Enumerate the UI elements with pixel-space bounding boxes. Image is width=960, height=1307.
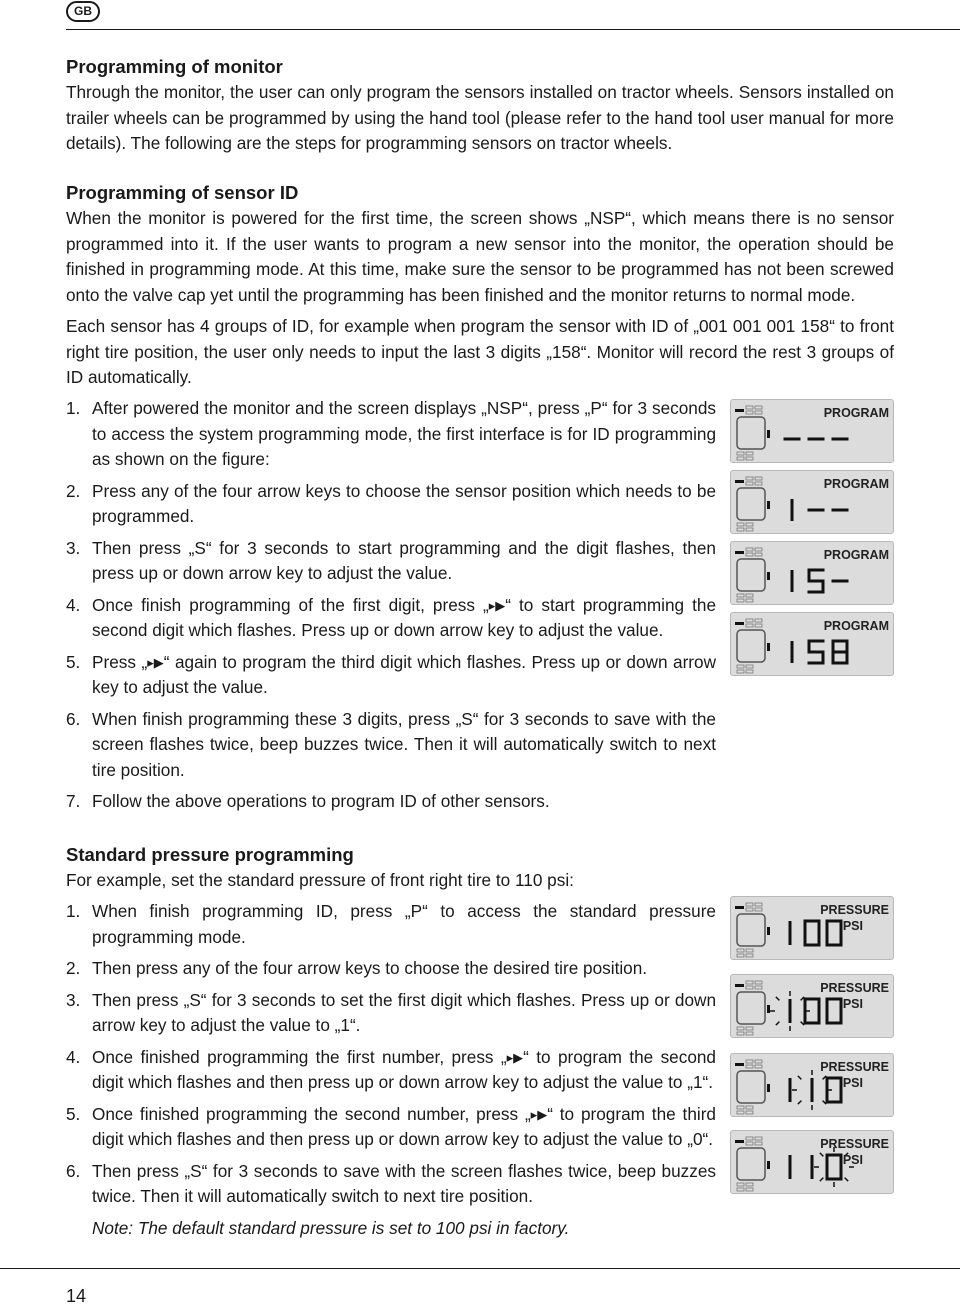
lcd-indicator bbox=[746, 1106, 753, 1109]
lcd-indicator bbox=[746, 548, 753, 551]
lcd-pressure-display: PRESSURE PSI bbox=[730, 1053, 894, 1117]
lcd-indicator bbox=[737, 1032, 744, 1035]
lcd-indicator bbox=[737, 1183, 744, 1186]
page-number: 14 bbox=[66, 1286, 87, 1306]
lcd-indicator bbox=[755, 624, 762, 627]
lcd-indicator bbox=[746, 599, 753, 602]
lcd-indicator bbox=[746, 482, 753, 485]
lcd-indicator bbox=[755, 1142, 762, 1145]
pressure-steps bbox=[66, 899, 716, 1241]
heading-standard-pressure: Standard pressure programming bbox=[66, 844, 354, 865]
lcd-indicator bbox=[755, 986, 762, 989]
truck-outline-icon bbox=[737, 488, 765, 520]
lcd-indicator bbox=[735, 906, 744, 909]
section-sensor-id bbox=[66, 180, 894, 391]
lcd-indicator bbox=[746, 986, 753, 989]
lcd-indicator bbox=[746, 908, 753, 911]
truck-outline-icon bbox=[737, 1148, 765, 1180]
lcd-pressure-display: PRESSURE PSI bbox=[730, 974, 894, 1038]
factory-note: Note: The default standard pressure is set to 100 psi in factory. bbox=[92, 1217, 570, 1238]
lcd-indicator bbox=[746, 1065, 753, 1068]
lcd-indicator bbox=[755, 553, 762, 556]
lcd-indicator bbox=[746, 619, 753, 622]
lcd-indicator bbox=[746, 1111, 753, 1114]
lcd-indicator bbox=[746, 452, 753, 455]
heading-sensor-id: Programming of sensor ID bbox=[66, 182, 299, 203]
list-item: 1. When finish programming ID, press „P“ to access the standard pressure programming mode. bbox=[66, 901, 716, 947]
lcd-program-display: PROGRAM bbox=[730, 399, 894, 463]
lcd-indicator bbox=[737, 949, 744, 952]
flash-ray bbox=[820, 1153, 824, 1157]
lcd-indicator bbox=[746, 1137, 753, 1140]
lcd-indicator bbox=[746, 477, 753, 480]
truck-outline-icon bbox=[737, 914, 765, 946]
lcd-indicator bbox=[735, 1063, 744, 1066]
lcd-indicator bbox=[755, 981, 762, 984]
lcd-indicator bbox=[746, 624, 753, 627]
list-item: 7. Follow the above operations to program ID of other sensors. bbox=[66, 791, 550, 811]
lcd-indicator bbox=[737, 457, 744, 460]
lcd-indicator bbox=[755, 477, 762, 480]
lcd-indicator bbox=[735, 551, 744, 554]
lcd-indicator bbox=[767, 572, 770, 580]
list-item: 3. Then press „S“ for 3 seconds to start programming and the digit flashes, then press up or down arrow key to adjust the value. bbox=[66, 537, 716, 583]
list-item: 5. Press „▸▶“ again to program the third digit which flashes. Press up or down arrow key to adjust the value. bbox=[66, 651, 717, 697]
truck-outline-icon bbox=[737, 417, 765, 449]
section-programming-monitor bbox=[66, 54, 894, 157]
lcd-indicator bbox=[746, 981, 753, 984]
lcd-indicator bbox=[755, 406, 762, 409]
lcd-indicator bbox=[767, 501, 770, 509]
lcd-indicator bbox=[755, 1060, 762, 1063]
lcd-indicator bbox=[746, 954, 753, 957]
lcd-indicator bbox=[746, 1032, 753, 1035]
flash-ray bbox=[798, 1076, 802, 1080]
lcd-indicator bbox=[735, 622, 744, 625]
list-item: 5. Once finished programming the second number, press „▸▶“ to program the third digit which flashes and then press up or down arrow key to adjust the value to „0“. bbox=[66, 1103, 716, 1149]
lcd-indicator bbox=[767, 1084, 770, 1092]
lcd-indicator bbox=[746, 665, 753, 668]
lcd-indicator bbox=[737, 1111, 744, 1114]
lcd-indicator bbox=[735, 409, 744, 412]
header-rule bbox=[66, 29, 960, 30]
lcd-indicator bbox=[767, 1005, 770, 1013]
right-arrow-icon: ▸▶ bbox=[488, 597, 506, 613]
lcd-indicator bbox=[767, 1161, 770, 1169]
intro-paragraph: Through the monitor, the user can only program the sensors installed on tractor wheels. Sensors installed on trailer wheels can be programmed by using the hand tool (please refer to the hand tool user manual for more details). The following are the steps for programming sensors on tractor wheels. bbox=[66, 82, 894, 153]
flash-ray bbox=[776, 997, 780, 1001]
lcd-indicator bbox=[735, 480, 744, 483]
lcd-indicator bbox=[735, 1140, 744, 1143]
sensor-id-steps bbox=[66, 396, 716, 821]
flash-ray bbox=[820, 1178, 824, 1182]
lcd-indicator bbox=[755, 411, 762, 414]
list-item: 3. Then press „S“ for 3 seconds to set the first digit which flashes. Press up or down arrow key to adjust the value to „1“. bbox=[66, 989, 716, 1035]
list-item: 6. Then press „S“ for 3 seconds to save with the screen flashes twice, beep buzzes twice. Then it will automatically switch to next tire position. bbox=[66, 1160, 716, 1206]
list-item: 1. After powered the monitor and the screen displays „NSP“, press „P“ for 3 seconds to access the system programming mode, the first interface is for ID programming as shown on the figure: bbox=[66, 398, 716, 469]
lcd-indicator bbox=[767, 643, 770, 651]
lcd-indicator bbox=[746, 553, 753, 556]
lcd-indicator bbox=[755, 908, 762, 911]
lcd-indicator bbox=[737, 528, 744, 531]
lcd-indicator bbox=[737, 670, 744, 673]
truck-outline-icon bbox=[737, 1071, 765, 1103]
lcd-pressure-display: PRESSURE PSI bbox=[730, 1130, 894, 1194]
truck-outline-icon bbox=[737, 559, 765, 591]
lcd-program-display: PROGRAM bbox=[730, 612, 894, 676]
lcd-indicator bbox=[746, 949, 753, 952]
lcd-indicator bbox=[737, 599, 744, 602]
right-arrow-icon: ▸▶ bbox=[530, 1106, 548, 1122]
lcd-indicator bbox=[746, 406, 753, 409]
section-standard-pressure bbox=[66, 842, 894, 894]
list-item: 4. Once finished programming the first number, press „▸▶“ to program the second digit which flashes and then press up or down arrow key to adjust the value to „1“. bbox=[66, 1046, 716, 1092]
sensor-id-paragraph-1: When the monitor is powered for the first time, the screen shows „NSP“, which means there is no sensor programmed into it. If the user wants to program a new sensor into the monitor, the operation should be finished in programming mode. At this time, make sure the sensor to be programmed has not been screwed onto the valve cap yet until the programming has been finished and the monitor returns to normal mode. bbox=[66, 208, 894, 305]
lcd-indicator bbox=[755, 1065, 762, 1068]
lcd-indicator bbox=[755, 619, 762, 622]
lcd-indicator bbox=[746, 670, 753, 673]
flash-ray bbox=[798, 1101, 802, 1105]
heading-programming-monitor: Programming of monitor bbox=[66, 56, 283, 77]
lcd-indicator bbox=[737, 1027, 744, 1030]
lcd-program-display: PROGRAM bbox=[730, 470, 894, 534]
lcd-indicator bbox=[746, 457, 753, 460]
lcd-program-display: PROGRAM bbox=[730, 541, 894, 605]
lcd-indicator bbox=[746, 1142, 753, 1145]
sensor-id-paragraph-2: Each sensor has 4 groups of ID, for example when program the sensor with ID of „001 001 001 158“ to front right tire position, the user only needs to input the last 3 digits „158“. Monitor will record the rest 3 groups of ID automatically. bbox=[66, 316, 894, 387]
lcd-indicator bbox=[746, 1027, 753, 1030]
truck-outline-icon bbox=[737, 992, 765, 1024]
lcd-indicator bbox=[746, 903, 753, 906]
language-badge: GB bbox=[66, 1, 100, 22]
lcd-indicator bbox=[746, 1188, 753, 1191]
flash-ray bbox=[776, 1022, 780, 1026]
right-arrow-icon: ▸▶ bbox=[147, 654, 164, 670]
lcd-indicator bbox=[767, 430, 770, 438]
lcd-indicator bbox=[737, 665, 744, 668]
footer-rule bbox=[0, 1268, 960, 1269]
flash-ray bbox=[845, 1178, 849, 1182]
right-arrow-icon: ▸▶ bbox=[506, 1049, 524, 1065]
list-item: 2. Then press any of the four arrow keys to choose the desired tire position. bbox=[66, 958, 648, 978]
list-item: 4. Once finish programming of the first digit, press „▸▶“ to start programming the second digit which flashes. Press up or down arrow key to adjust the value. bbox=[66, 594, 716, 640]
lcd-indicator bbox=[755, 1137, 762, 1140]
lcd-indicator bbox=[737, 954, 744, 957]
lcd-indicator bbox=[767, 927, 770, 935]
lcd-indicator bbox=[746, 528, 753, 531]
lcd-indicator bbox=[755, 903, 762, 906]
lcd-indicator bbox=[737, 523, 744, 526]
lcd-indicator bbox=[737, 1106, 744, 1109]
lcd-indicator bbox=[746, 523, 753, 526]
list-item: 6. When finish programming these 3 digits, press „S“ for 3 seconds to save with the screen flashes twice, beep buzzes twice. Then it will automatically switch to next tire position. bbox=[66, 708, 716, 780]
lcd-indicator bbox=[746, 1183, 753, 1186]
lcd-indicator bbox=[755, 482, 762, 485]
lcd-indicator bbox=[746, 594, 753, 597]
pressure-intro: For example, set the standard pressure of front right tire to 110 psi: bbox=[66, 870, 574, 890]
lcd-pressure-display: PRESSURE PSI bbox=[730, 896, 894, 960]
list-item: 2. Press any of the four arrow keys to choose the sensor position which needs to be programmed. bbox=[66, 480, 716, 526]
truck-outline-icon bbox=[737, 630, 765, 662]
lcd-indicator bbox=[735, 984, 744, 987]
lcd-indicator bbox=[737, 1188, 744, 1191]
lcd-indicator bbox=[737, 452, 744, 455]
lcd-indicator bbox=[737, 594, 744, 597]
lcd-indicator bbox=[746, 1060, 753, 1063]
lcd-indicator bbox=[746, 411, 753, 414]
lcd-indicator bbox=[755, 548, 762, 551]
